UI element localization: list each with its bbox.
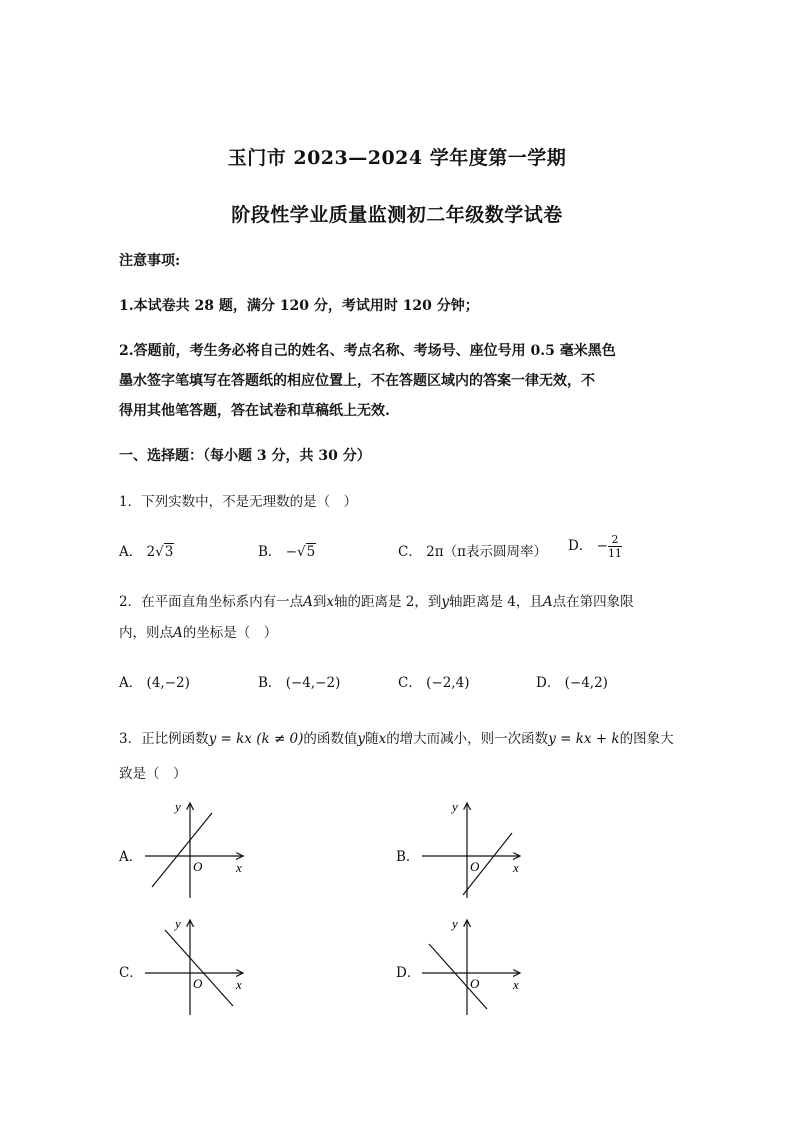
q1-option-b <box>258 540 316 560</box>
origin-label: O <box>193 976 203 991</box>
function-line <box>152 813 212 887</box>
graph-b <box>417 795 532 900</box>
notes-item-2-line-2: 墨水签字笔填写在答题纸的相应位置上，不在答题区域内的答案一律无效，不 <box>119 373 595 389</box>
origin-label: O <box>193 859 203 874</box>
x-axis-label: x <box>236 860 242 875</box>
q2-text: 到 <box>312 594 327 610</box>
q3-text: 的函数值 <box>303 731 358 747</box>
q2-option-a <box>119 671 190 691</box>
q2-text: 轴距离是 4，且 <box>449 594 543 610</box>
option-label: A． <box>119 675 143 691</box>
y-axis-label: y <box>175 916 181 931</box>
q1-d-sign: − <box>596 538 608 554</box>
title-line-2: 阶段性学业质量监测初二年级数学试卷 <box>231 204 563 226</box>
q3-text: 的增大而减小，则一次函数 <box>386 731 549 747</box>
var-x: x <box>326 594 334 610</box>
q1-b-sign: − <box>285 544 298 560</box>
var-x: x <box>378 731 387 747</box>
notes-item-1: 1.本试卷共 28 题，满分 120 分，考试用时 120 分钟； <box>119 298 479 314</box>
option-label: D． <box>536 675 561 691</box>
sqrt-sign: √ <box>297 544 306 560</box>
notes-item-2-line-1: 2.答题前，考生务必将自己的姓名、考点名称、考场号、座位号用 0.5 毫米黑色 <box>119 343 616 359</box>
q3-text: 的图象大 <box>619 731 674 747</box>
q1-a-coef: 2 <box>146 544 156 560</box>
y-axis-label: y <box>175 799 181 814</box>
q2-d-value: (−4,2) <box>564 675 608 691</box>
var-a: A <box>173 625 183 641</box>
function-line <box>165 930 233 1006</box>
q3-option-d-label: D． <box>396 965 421 981</box>
origin-label: O <box>470 859 480 874</box>
fraction-denominator: 11 <box>607 547 622 560</box>
q1-b-radicand: 5 <box>306 544 316 560</box>
option-label: C． <box>398 675 422 691</box>
q1-stem: 1．下列实数中，不是无理数的是（ ） <box>119 494 358 510</box>
graph-d <box>417 912 532 1017</box>
q2-c-value: (−2,4) <box>426 675 470 691</box>
x-axis-label: x <box>513 860 519 875</box>
origin-label: O <box>470 976 480 991</box>
q1-c-text: 2π（π表示圆周率） <box>426 544 547 560</box>
fraction-numerator: 2 <box>608 533 622 547</box>
q2-stem-line-2 <box>119 621 277 641</box>
notes-heading: 注意事项: <box>119 253 181 269</box>
q1-option-d <box>568 533 622 560</box>
graph-c <box>140 912 255 1017</box>
q1-d-fraction <box>608 533 622 560</box>
y-axis-label: y <box>452 916 458 931</box>
q2-a-value: (4,−2) <box>146 675 190 691</box>
q2-text: 轴的距离是 2，到 <box>333 594 442 610</box>
section-heading: 一、选择题：（每小题 3 分，共 30 分） <box>119 448 371 464</box>
option-label: C． <box>398 544 422 560</box>
var-y: y <box>441 594 449 610</box>
q3-stem-line-1 <box>119 727 674 747</box>
q2-text: 内，则点 <box>119 625 173 641</box>
q3-text: 3．正比例函数 <box>119 731 209 747</box>
q3-text: 随 <box>365 731 379 747</box>
q1-a-radicand: 3 <box>164 544 174 560</box>
q3-equation-2: y = kx + k <box>548 731 620 747</box>
q2-text: 的坐标是（ ） <box>182 625 278 641</box>
q1-option-c <box>398 540 547 560</box>
q2-text: 2．在平面直角坐标系内有一点 <box>119 594 304 610</box>
q1-option-a <box>119 540 174 560</box>
q3-option-a-label: A． <box>119 849 143 865</box>
var-y: y <box>357 731 366 747</box>
q2-text: 点在第四象限 <box>552 594 634 610</box>
graph-a <box>140 795 255 900</box>
q2-stem-line-1 <box>119 590 634 610</box>
sqrt-sign: √ <box>155 544 164 560</box>
notes-item-2-line-3: 得用其他笔答题，答在试卷和草稿纸上无效. <box>119 403 390 419</box>
q3-option-b-label: B． <box>396 849 420 865</box>
y-axis-label: y <box>452 799 458 814</box>
q3-stem-line-2: 致是（ ） <box>119 766 187 782</box>
q2-b-value: (−4,−2) <box>285 675 341 691</box>
q3-condition: (k ≠ 0) <box>256 731 304 747</box>
var-a: A <box>303 594 313 610</box>
title-line-1: 玉门市 2023—2024 学年度第一学期 <box>227 147 567 169</box>
q3-option-c-label: C． <box>119 965 143 981</box>
var-a: A <box>542 594 553 610</box>
x-axis-label: x <box>513 977 519 992</box>
q2-option-c <box>398 671 469 691</box>
q2-option-b <box>258 671 340 691</box>
q3-equation-1: y = kx <box>208 731 252 747</box>
x-axis-label: x <box>236 977 242 992</box>
q2-option-d <box>536 671 608 691</box>
option-label: A． <box>119 544 143 560</box>
option-label: B． <box>258 675 282 691</box>
option-label: B． <box>258 544 282 560</box>
option-label: D． <box>568 538 593 554</box>
